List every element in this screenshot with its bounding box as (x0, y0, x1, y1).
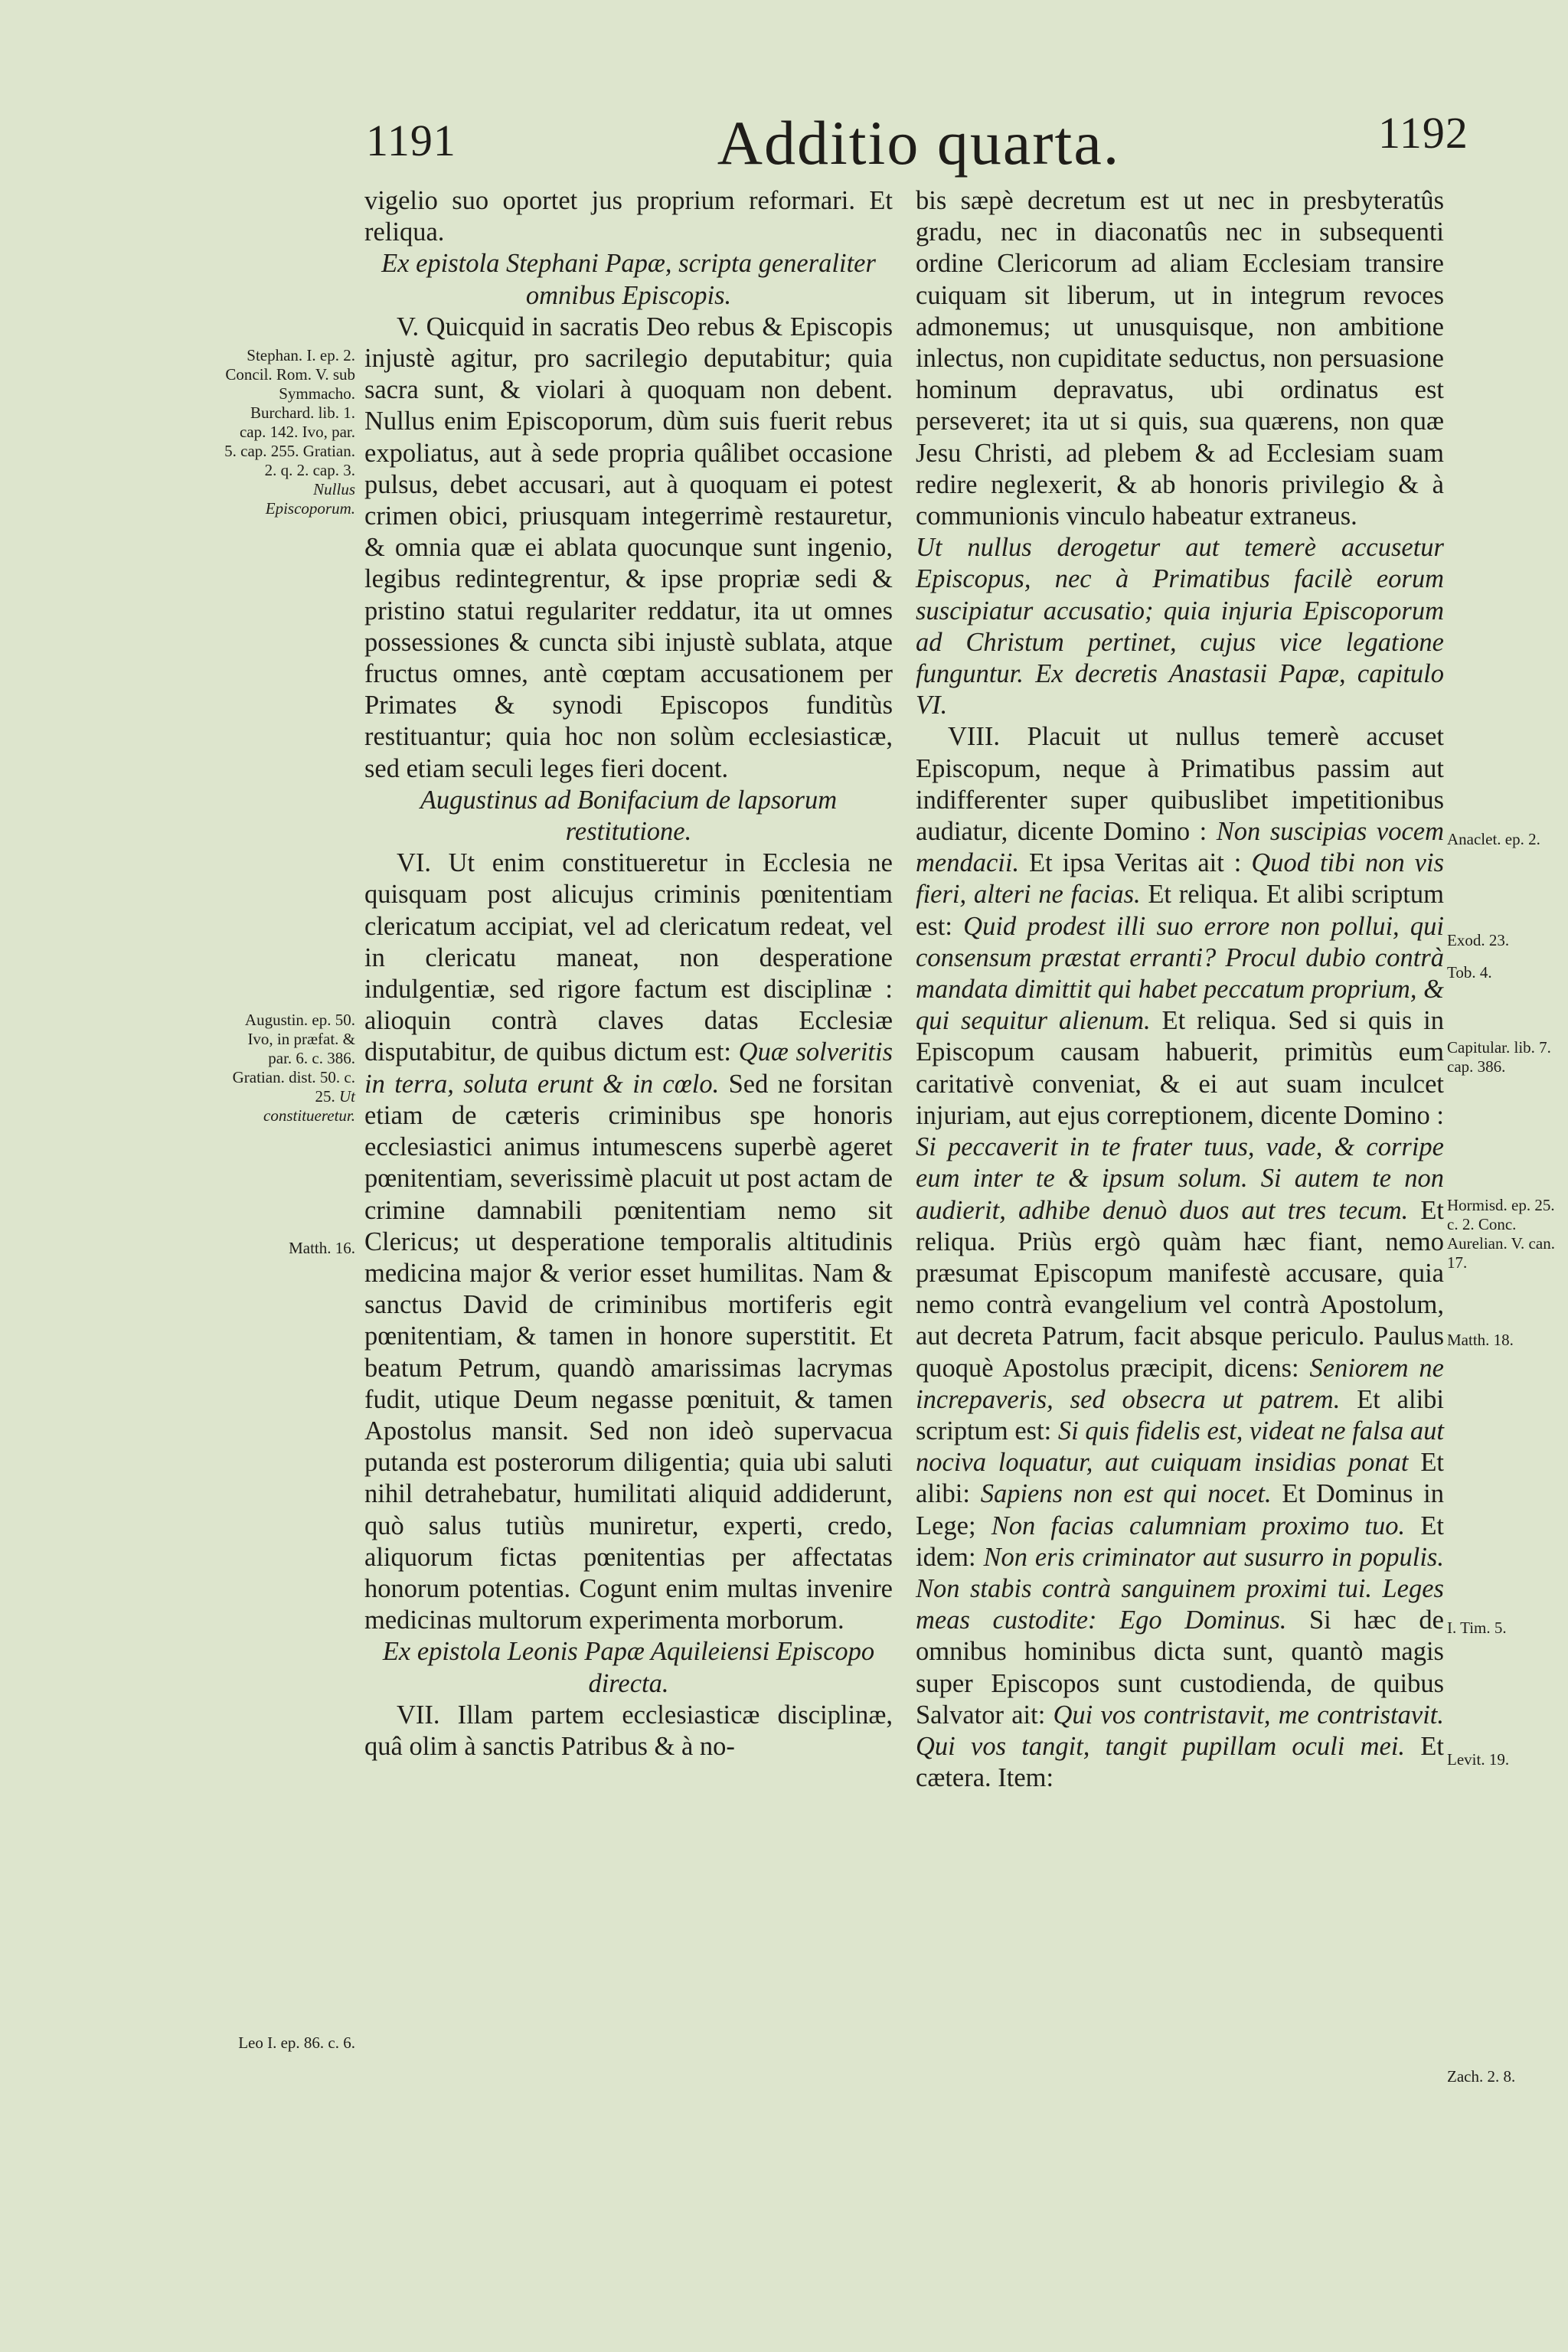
text-run: VIII. Placuit ut nullus temerè accuset Episcopum, neque à Primatibus passim aut indifferenter super quibuslibet impetitionibus audiatur, dicente Domino : (916, 722, 1444, 847)
quotation: Si peccaverit in te frater tuus, vade, & corripe eum inter te & ipsum solum. Si autem te non audierit, adhibe denuò duos aut tres tecum. (916, 1132, 1444, 1225)
quotation: Quid prodest illi suo errore non pollui, qui consensum præstat erranti? Procul dubio contrà mandata dimittit qui habet peccatum proprium, & qui sequitur alienum. (916, 911, 1444, 1036)
margin-note-leviticus: Levit. 19. (1447, 1750, 1510, 1769)
text-run: VI. Ut enim constitueretur in Ecclesia ne quisquam post alicujus criminis pœnitentiam clericatum accipiat, vel ad clericatum redeat, vel in clericatu maneat, non desperatione indulgentiæ, sed rigore factum est disciplinæ : alioquin contrà claves datas Ecclesiæ disputabitur, de quibus dictum est: (364, 848, 893, 1067)
text-run: Et alibi: (916, 1448, 1444, 1509)
margin-note-capitularia: Capitular. lib. 7. cap. 386. (1447, 1038, 1551, 1076)
quotation: Quæ solveritis in terra, soluta erunt & in cœlo. (364, 1037, 893, 1099)
text-run: Et alibi scriptum est: (916, 1384, 1444, 1446)
margin-note-text: Stephan. I. ep. 2. Concil. Rom. V. sub Symmacho. Burchard. lib. 1. cap. 142. Ivo, par. 5. cap. 255. Gratian. 2. q. 2. cap. 3. (224, 346, 355, 479)
running-title: Additio quarta. (717, 108, 1121, 178)
paragraph-vii-continued: bis sæpè decretum est ut nec in presbyteratûs gradu, nec in diaconatûs nec in subsequenti ordine Clericorum ad aliam Ecclesiam transire cuiquam sit liberum, ut in integrum revoces admonemus; ut unusquisque, non ambitione inlectus, non cupiditate seductus, non persuasione hominum depravatus, ubi ordinatus est perseveret; ita ut si quis, sua quærens, non quæ Jesu Christi, ad plebem & ad Ecclesiam suam redire neglexerit, & ab honoris privilegio & à communionis vinculo habeatur extraneus. (916, 186, 1444, 531)
margin-note-italic: Nullus Episcoporum. (265, 480, 355, 518)
text-run: Et reliqua. Sed si quis in Episcopum causam habuerit, primitùs eum caritativè conveniat, & ei aut suam inculcet injuriam, aut ejus correptionem, dicente Domino : (916, 1006, 1444, 1130)
margin-note-text: Augustin. ep. 50. Ivo, in præfat. & par. 6. c. 386. Gratian. dist. 50. c. 25. (232, 1011, 355, 1106)
quotation: Sapiens non est qui nocet. (980, 1479, 1272, 1509)
text-run: Si hæc de omnibus hominibus dicta sunt, quantò magis super Episcopos sunt custodienda, de quibus Salvator ait: (916, 1606, 1444, 1730)
quotation: Si quis fidelis est, videat ne falsa aut nociva loquatur, aut cuiquam insidias ponat (916, 1416, 1444, 1478)
left-text-column (364, 185, 893, 1762)
margin-note-augustinus (224, 1011, 355, 1125)
section-heading-augustinus: Augustinus ad Bonifacium de lapsorum restitutione. (420, 785, 838, 847)
paragraph-v: V. Quicquid in sacratis Deo rebus & Episcopis injustè agitur, pro sacrilegio deputabitur; quia sacra sunt, & violari à quoquam non debent. Nullus enim Episcoporum, dùm suis fuerit rebus expoliatus, aut à sede propria quâlibet occasione pulsus, debet accusari, aut à quoquam ei potest crimen obici, priusquam integerrimè restauretur, & omnia quæ ei ablata quocunque sunt ingenio, legibus redintegrentur, & ipse propriæ sedi & pristino statui regulariter reddatur, ita ut omnes possessiones & cuncta sibi injustè sublata, atque fructus omnes, antè cœptam accusationem per Primates & synodi Episcopos funditùs restituantur; quia hoc non solùm ecclesiasticæ, sed etiam seculi leges fieri docent. (364, 312, 893, 783)
text-run: Et cætera. Item: (916, 1731, 1444, 1793)
quotation: Qui vos contristavit, me contristavit. Qui vos tangit, tangit pupillam oculi mei. (916, 1700, 1444, 1761)
quotation: Non facias calumniam proximo tuo. (991, 1511, 1406, 1540)
section-heading-leo: Ex epistola Leonis Papæ Aquileiensi Episcopo directa. (382, 1637, 875, 1698)
page-number-left: 1191 (366, 116, 456, 165)
margin-note-matthew-18: Matth. 18. (1447, 1331, 1514, 1349)
text-run: Et reliqua. Priùs ergò quàm hæc fiant, nemo præsumat Episcopum manifestè accusare, quia nemo contrà evangelium vel contrà Apostolum, aut decreta Patrum, facit absque periculo. Paulus quoquè Apostolus præcipit, dicens: (916, 1195, 1444, 1383)
quotation: Seniorem ne increpaveris, sed obsecra ut patrem. (916, 1353, 1444, 1414)
text-run: Et reliqua. Et alibi scriptum est: (916, 880, 1444, 941)
quotation: Non suscipias vocem mendacii. (916, 817, 1444, 878)
margin-note-timothy: I. Tim. 5. (1447, 1619, 1507, 1637)
text-run: Sed ne forsitan etiam de cæteris criminibus spe honoris ecclesiastici animus intumescens superbè ageret pœnitentiam, severissimè placuit ut post actam de crimine damnabili pœnitentiam nemo sit Clericus; ut desperatione temporalis altitudinis medicina major & verior esset humilitas. Nam & sanctus David de criminibus mortiferis egit pœnitentiam, & tamen in honore superstitit. Et beatum Petrum, quandò amarissimas lacrymas fudit, utique Deum negasse pœnituit, & tamen Apostolus mansit. Sed non ideò supervacua putanda est posterorum diligentia; quia ubi saluti nihil detrahebatur, humilitati aliquid addiderunt, quò salus tutiùs muniretur, experti, credo, aliquorum fictas pœnitentias per affectatas honorum potentias. Cogunt enim multas invenire medicinas multorum experimenta morborum. (364, 1069, 893, 1635)
quotation: Non eris criminator aut susurro in populis. Non stabis contrà sanguinem proximi tui. Leges meas custodite: Ego Dominus. (916, 1542, 1444, 1635)
section-heading-stephanus: Ex epistola Stephani Papæ, scripta generaliter omnibus Episcopis. (381, 249, 876, 310)
margin-note-zacharias: Zach. 2. 8. (1447, 2067, 1516, 2086)
text-run: Et idem: (916, 1511, 1444, 1572)
paragraph-vii: VII. Illam partem ecclesiasticæ disciplinæ, quâ olim à sanctis Patribus & à no- (364, 1700, 893, 1761)
text-run: Et ipsa Veritas ait : (1019, 848, 1252, 878)
margin-note-hormisdas: Hormisd. ep. 25. c. 2. Conc. Aurelian. V. can. 17. (1447, 1196, 1555, 1272)
margin-note-italic: Ut constitueretur. (263, 1087, 355, 1125)
quotation: Quod tibi non vis fieri, alteri ne facias. (916, 848, 1444, 910)
text-run: Et Dominus in Lege; (916, 1479, 1444, 1540)
paragraph-vi (364, 848, 893, 1636)
margin-note-anacletus: Anaclet. ep. 2. (1447, 830, 1540, 848)
section-heading-anastasius: Ut nullus derogetur aut temerè accusetur Episcopus, nec à Primatibus facilè eorum suscipiatur accusatio; quia injuria Episcoporum ad Christum pertinet, cujus vice legatione funguntur. Ex decretis Anastasii Papæ, capitulo VI. (916, 533, 1444, 720)
margin-note-leo: Leo I. ep. 86. c. 6. (238, 2034, 355, 2052)
margin-note-matthew-16: Matth. 16. (289, 1239, 355, 1257)
right-text-column (916, 185, 1444, 1794)
margin-note-stephanus (224, 346, 355, 518)
paragraph-viii (916, 721, 1444, 1794)
paragraph-continuation: vigelio suo oportet jus proprium reformari. Et reliqua. (364, 186, 893, 247)
page-number-right: 1192 (1378, 108, 1468, 158)
margin-note-exodus: Exod. 23. (1447, 931, 1510, 949)
margin-note-tobit: Tob. 4. (1447, 963, 1492, 982)
